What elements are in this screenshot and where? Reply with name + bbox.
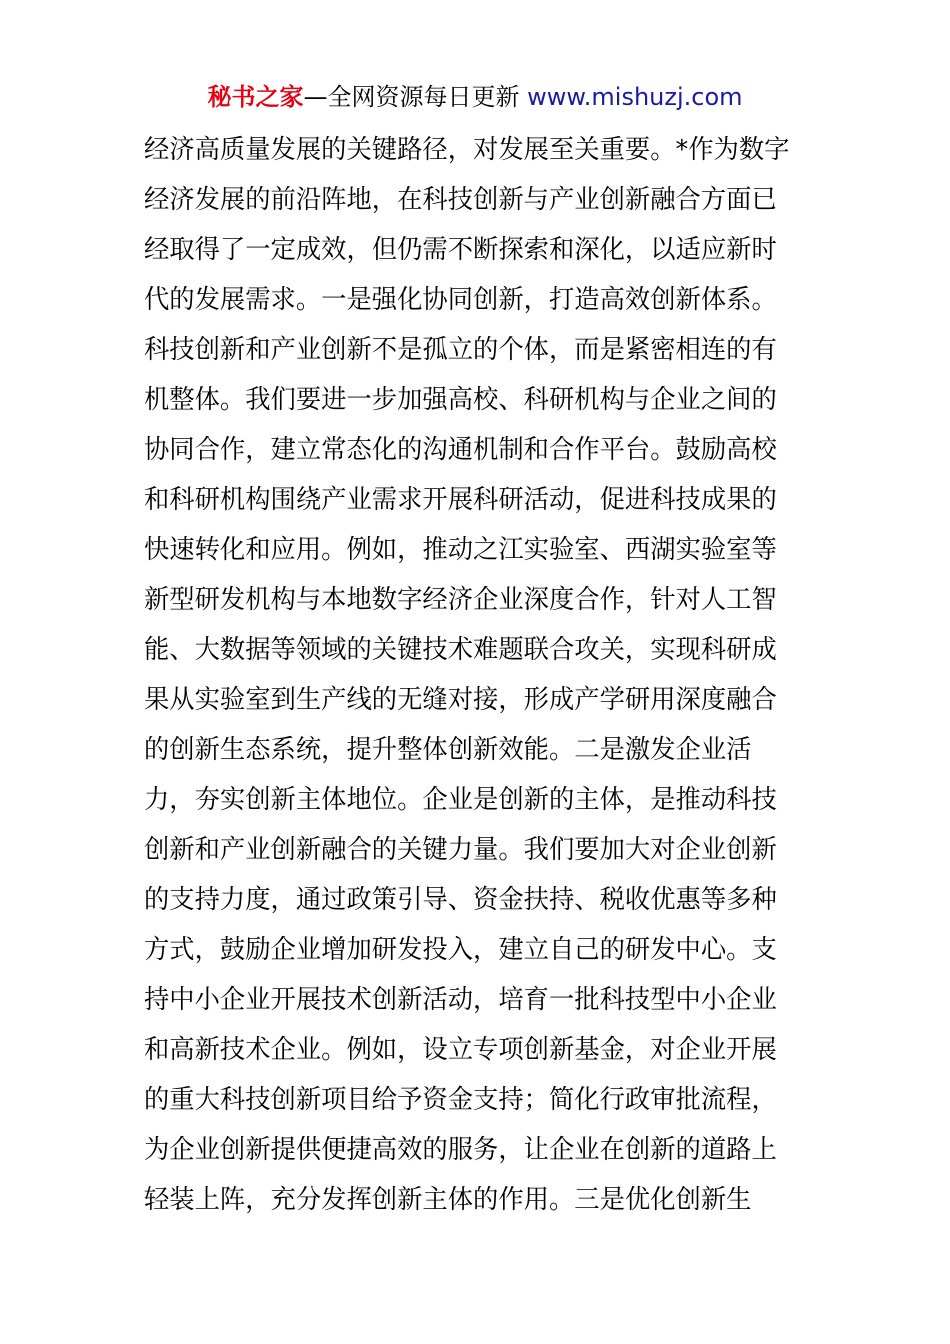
page-header [0, 82, 950, 112]
body-line: 为企业创新提供便捷高效的服务，让企业在创新的道路上 [144, 1135, 777, 1165]
body-line: 和高新技术企业。例如，设立专项创新基金，对企业开展 [144, 1035, 777, 1065]
site-brand: 秘书之家 [207, 83, 304, 111]
body-line: 科技创新和产业创新不是孤立的个体，而是紧密相连的有 [144, 335, 777, 365]
body-line: 经济高质量发展的关键路径，对发展至关重要。*作为数字 [144, 135, 790, 165]
body-line: 新型研发机构与本地数字经济企业深度合作，针对人工智 [144, 585, 777, 615]
body-line: 创新和产业创新融合的关键力量。我们要加大对企业创新 [144, 835, 777, 865]
body-line: 和科研机构围绕产业需求开展科研活动，促进科技成果的 [144, 485, 777, 515]
body-line: 轻装上阵，充分发挥创新主体的作用。三是优化创新生 [144, 1185, 752, 1215]
body-line: 快速转化和应用。例如，推动之江实验室、西湖实验室等 [144, 535, 777, 565]
site-url-link[interactable]: www.mishuzj.com [527, 83, 743, 111]
body-line: 方式，鼓励企业增加研发投入，建立自己的研发中心。支 [144, 935, 777, 965]
body-line: 机整体。我们要进一步加强高校、科研机构与企业之间的 [144, 385, 777, 415]
body-line: 的支持力度，通过政策引导、资金扶持、税收优惠等多种 [144, 885, 777, 915]
body-line: 能、大数据等领域的关键技术难题联合攻关，实现科研成 [144, 635, 777, 665]
body-line: 果从实验室到生产线的无缝对接，形成产学研用深度融合 [144, 685, 777, 715]
body-line: 持中小企业开展技术创新活动，培育一批科技型中小企业 [144, 985, 777, 1015]
site-tagline: —全网资源每日更新 [303, 83, 528, 111]
body-line: 经济发展的前沿阵地，在科技创新与产业创新融合方面已 [144, 185, 777, 215]
body-line: 代的发展需求。一是强化协同创新，打造高效创新体系。 [144, 285, 777, 315]
body-line: 的创新生态系统，提升整体创新效能。二是激发企业活 [144, 735, 752, 765]
body-line: 力，夯实创新主体地位。企业是创新的主体，是推动科技 [144, 785, 777, 815]
body-line: 协同合作，建立常态化的沟通机制和合作平台。鼓励高校 [144, 435, 777, 465]
document-body [144, 125, 824, 1225]
body-line: 的重大科技创新项目给予资金支持；简化行政审批流程， [144, 1085, 777, 1115]
body-line: 经取得了一定成效，但仍需不断探索和深化，以适应新时 [144, 235, 777, 265]
